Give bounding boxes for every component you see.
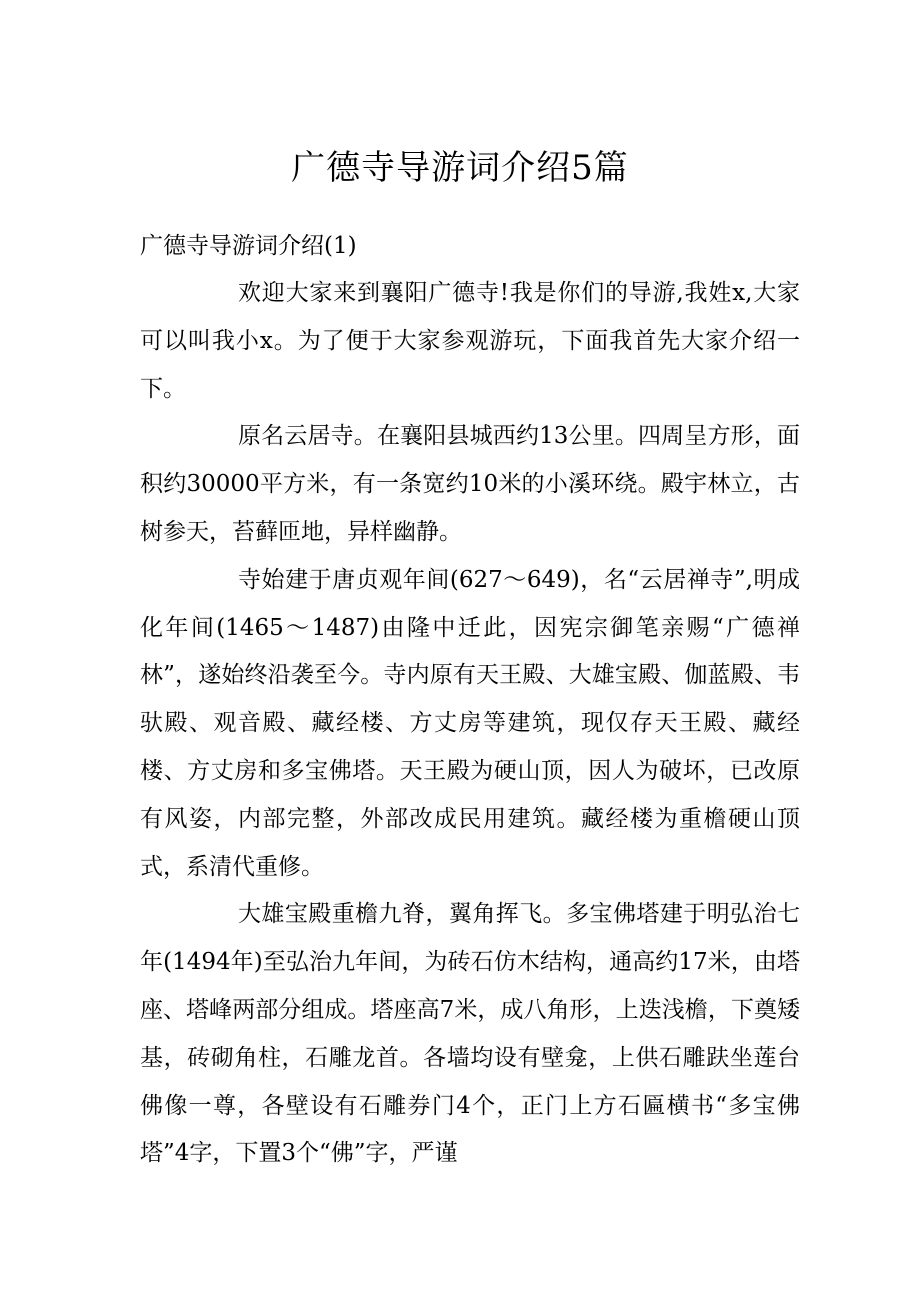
paragraph-pagoda: 大雄宝殿重檐九脊，翼角挥飞。多宝佛塔建于明弘治七年(1494年)至弘治九年间，为砖石仿木结构，通高约17米，由塔座、塔峰两部分组成。塔座高7米，成八角形，上迭浅檐，下奠矮基，砖砌角柱，石雕龙首。各墙均设有壁龛，上供石雕趺坐莲台佛像一尊，各壁设有石雕券门4个，正门上方石匾横书“多宝佛塔”4字，下置3个“佛”字，严谨 <box>140 901 800 1167</box>
paragraph-history: 寺始建于唐贞观年间(627～649)，名“云居禅寺”,明成化年间(1465～1487)由隆中迁此，因宪宗御笔亲赐“广德禅林”，遂始终沿袭至今。寺内原有天王殿、大雄宝殿、伽蓝殿、韦驮殿、观音殿、藏经楼、方丈房等建筑，现仅存天王殿、藏经楼、方丈房和多宝佛塔。天王殿为硬山顶，因人为破坏，已改原有风姿，内部完整，外部改成民用建筑。藏经楼为重檐硬山顶式，系清代重修。 <box>140 566 800 880</box>
document-title: 广德寺导游词介绍5篇 <box>291 148 629 188</box>
section-heading: 广德寺导游词介绍(1) <box>140 233 357 259</box>
document-body <box>140 222 800 1178</box>
paragraph-welcome: 欢迎大家来到襄阳广德寺!我是你们的导游,我姓x,大家可以叫我小x。为了便于大家参观游玩，下面我首先大家介绍一下。 <box>140 280 800 402</box>
paragraph-location: 原名云居寺。在襄阳县城西约13公里。四周呈方形，面积约30000平方米，有一条宽约10米的小溪环绕。殿宇林立，古树参天，苔藓匝地，异样幽静。 <box>140 423 800 545</box>
